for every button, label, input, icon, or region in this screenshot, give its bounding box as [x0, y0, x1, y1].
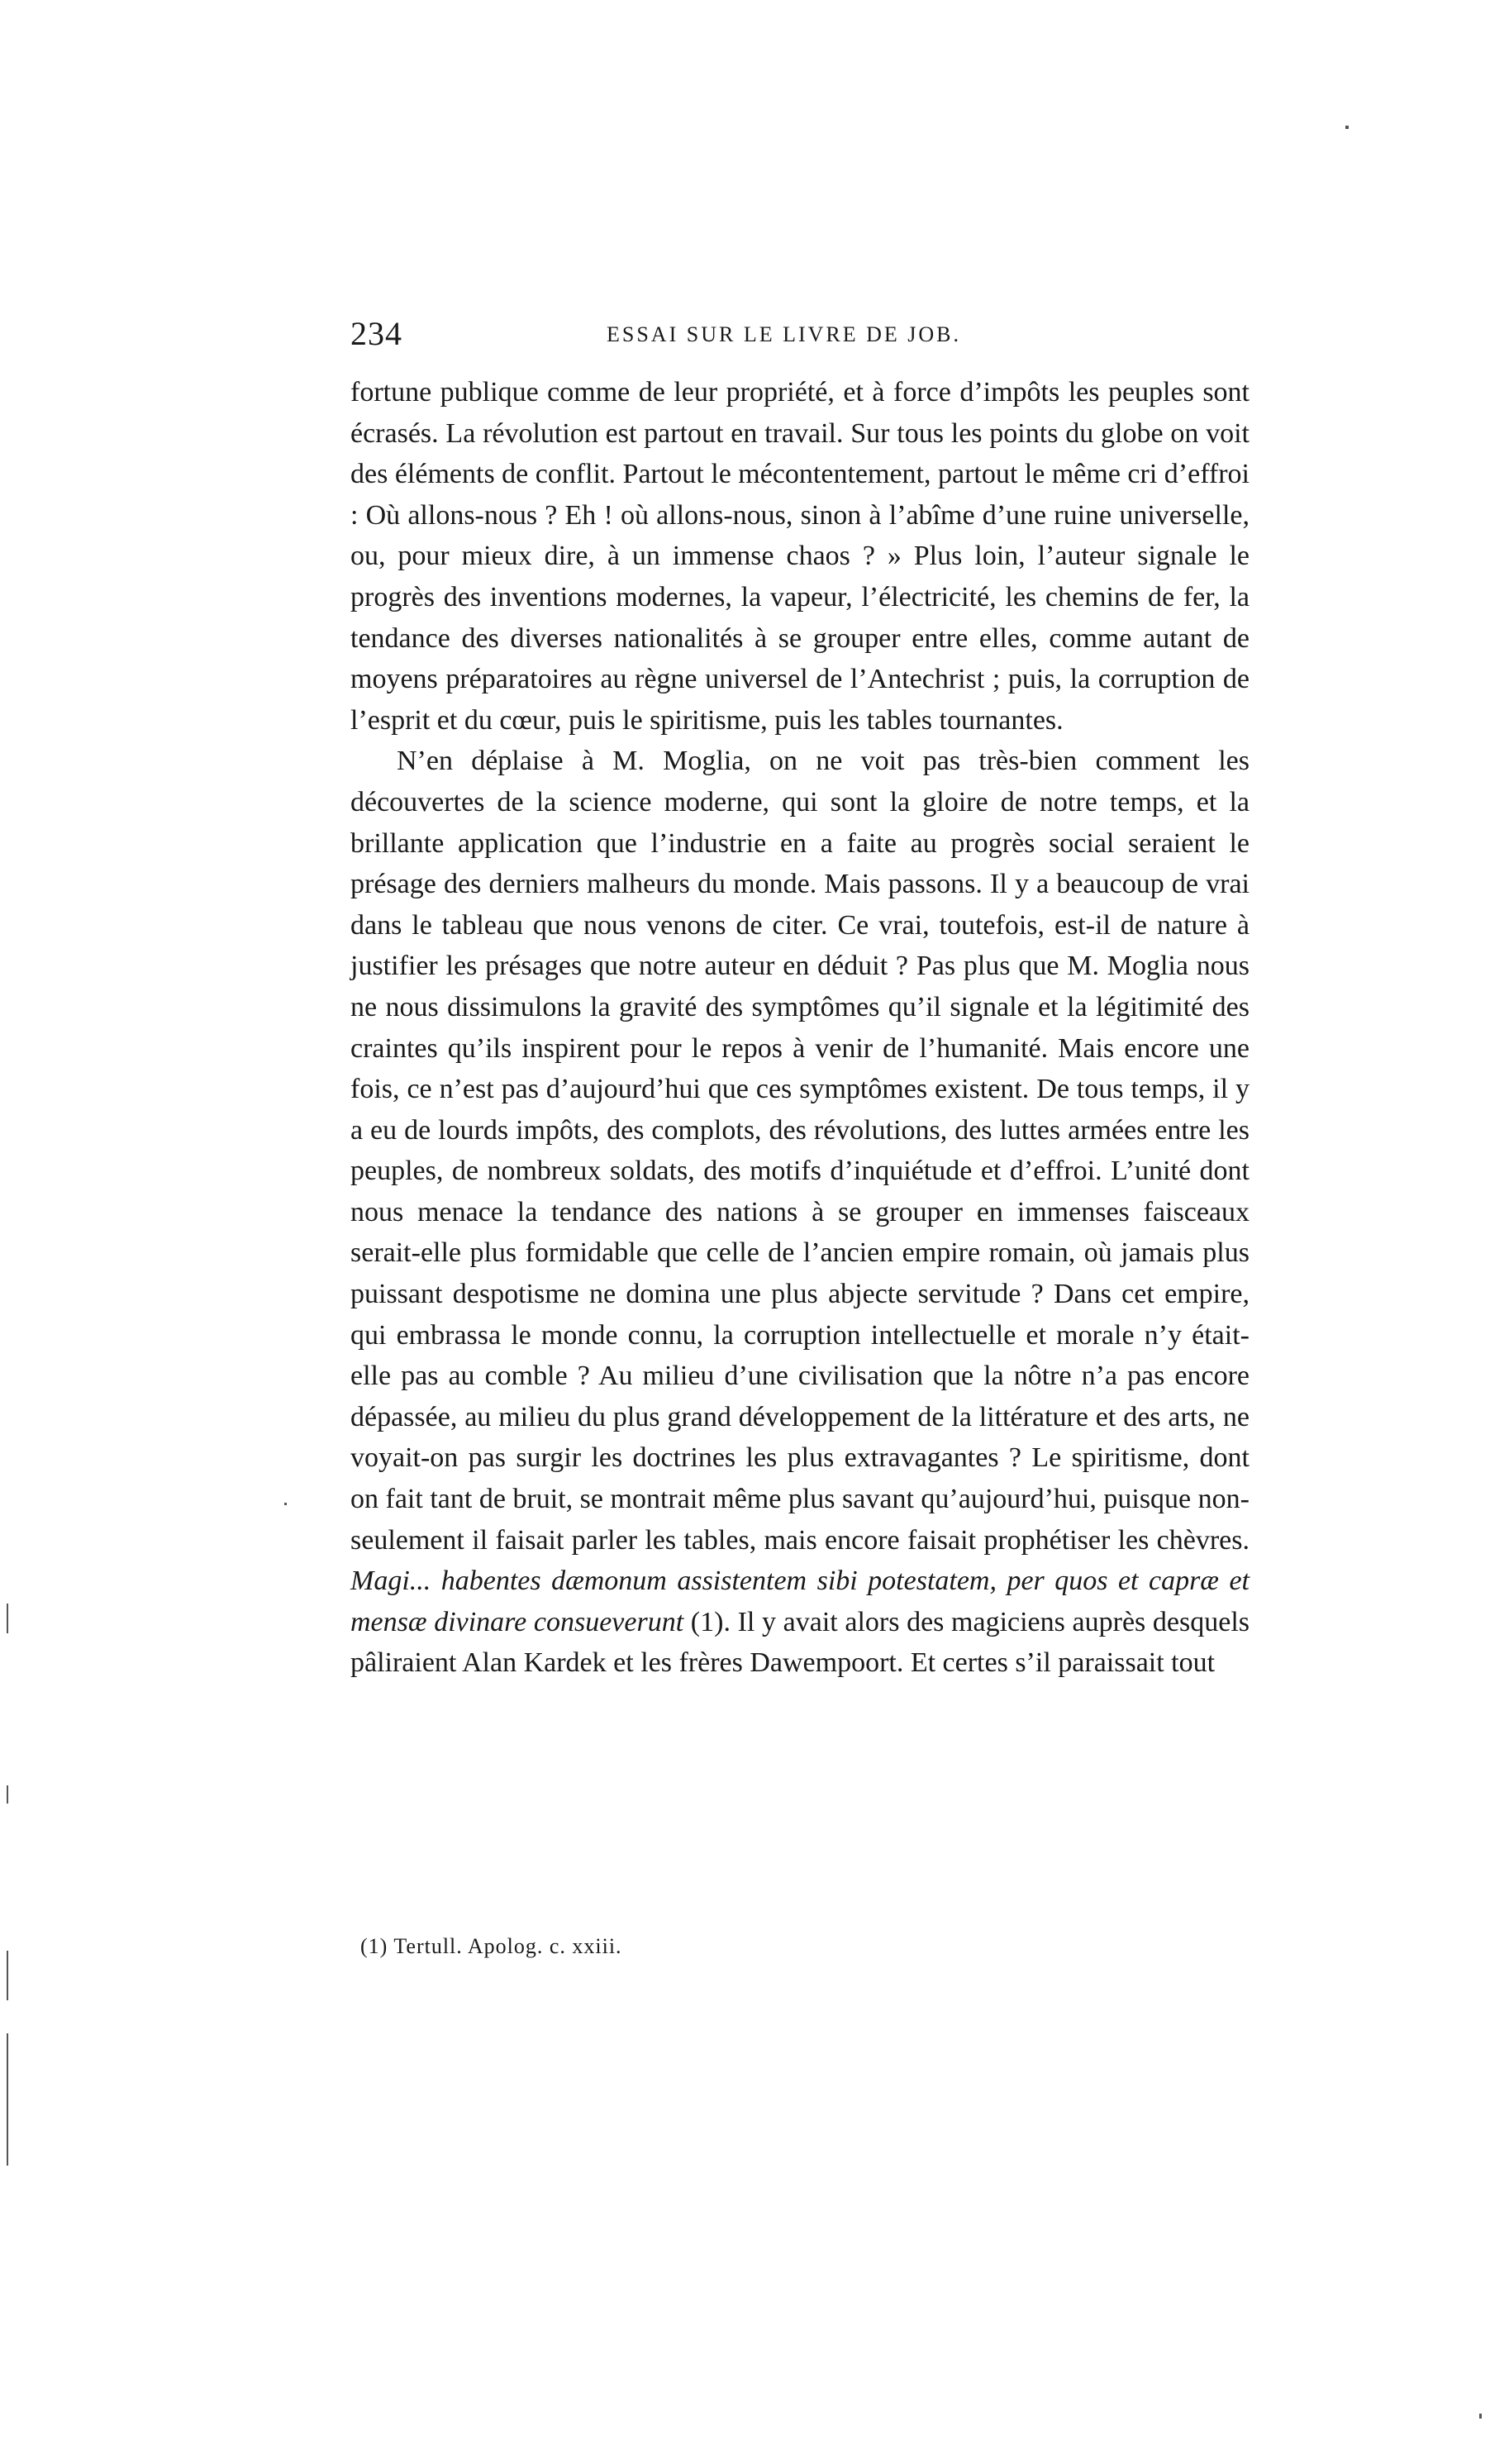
scan-margin-mark	[7, 1951, 8, 2000]
scan-margin-mark	[7, 1604, 8, 1633]
paragraph-1: fortune publique comme de leur propriété, et à force d’impôts les peuples sont écrasés. La révolution est partout en travail. Sur tous les points du globe on voit des éléments de conflit. Partout le mécontentement, partout le même cri d’effroi : Où allons-nous ? Eh ! où allons-nous, sinon à l’abîme d’une ruine universelle, ou, pour mieux dire, à un immense chaos ? » Plus loin, l’auteur signale le progrès des inventions modernes, la vapeur, l’électricité, les chemins de fer, la tendance des diverses nationalités à se grouper entre elles, comme autant de moyens préparatoires au règne universel de l’Antechrist ; puis, la corruption de l’esprit et du cœur, puis le spiritisme, puis les tables tournantes.	[350, 377, 1250, 736]
scan-margin-mark	[7, 1785, 8, 1804]
paragraph-2	[350, 741, 1250, 1684]
scan-margin-mark	[1479, 2414, 1482, 2419]
scan-margin-mark	[7, 2033, 8, 2166]
page-number: 234	[350, 315, 402, 352]
paragraph-2-end: (1). Il y avait alors des magiciens auprès desquels pâliraient Alan Kardek et les frères Dawempoort. Et certes s’il paraissait tout	[350, 1606, 1250, 1679]
paragraph-2-start: N’en déplaise à M. Moglia, on ne voit pas très-bien comment les découvertes de la science moderne, qui sont la gloire de notre temps, et la brillante application que l’industrie en a faite au progrès social seraient le présage des derniers malheurs du monde. Mais passons. Il y a beaucoup de vrai dans le tableau que nous venons de citer. Ce vrai, toutefois, est-il de nature à justifier les présages que notre auteur en déduit ? Pas plus que M. Moglia nous ne nous dissimulons la gravité des symptômes qu’il signale et la légitimité des craintes qu’ils inspirent pour le repos à venir de l’humanité. Mais encore une fois, ce n’est pas d’aujourd’hui que ces symptômes existent. De tous temps, il y a eu de lourds impôts, des complots, des révolutions, des luttes armées entre les peuples, de nombreux soldats, des motifs d’inquiétude et d’effroi. L’unité dont nous menace la tendance des nations à se grouper en immenses faisceaux serait-elle plus formidable que celle de l’ancien empire romain, où jamais plus puissant despotisme ne domina une plus abjecte servitude ? Dans cet empire, qui embrassa le monde connu, la corruption intellectuelle et morale n’y était-elle pas au comble ? Au milieu d’une civilisation que la nôtre n’a pas encore dépassée, au milieu du plus grand développement de la littérature et des arts, ne voyait-on pas surgir les doctrines les plus extravagantes ? Le spiritisme, dont on fait tant de bruit, se montrait même plus savant qu’aujourd’hui, puisque non-seulement il faisait parler les tables, mais encore faisait prophétiser les chèvres.	[350, 746, 1250, 1556]
body-text	[350, 372, 1250, 1684]
running-title: ESSAI SUR LE LIVRE DE JOB.	[607, 322, 962, 346]
scan-speck	[1345, 126, 1349, 129]
scan-speck	[284, 1503, 287, 1505]
footnote: (1) Tertull. Apolog. c. xxiii.	[360, 1934, 622, 1958]
page-header	[350, 314, 1250, 364]
latin-quotation: Magi... habentes dæmonum assistentem sibi potestatem, per quos et capræ et mensæ divinare consueverunt	[350, 1566, 1250, 1637]
